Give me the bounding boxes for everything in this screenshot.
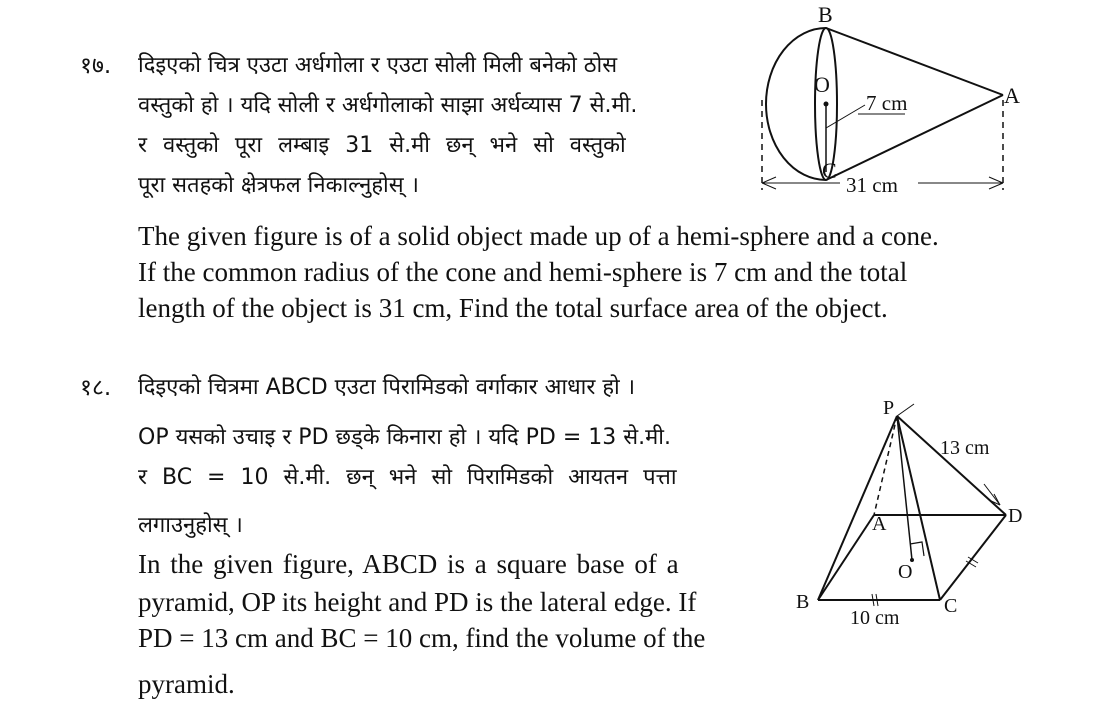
edge-pb <box>818 416 897 600</box>
label-b: B <box>796 591 810 613</box>
q18-en-line: pyramid. <box>138 669 235 699</box>
label-a: A <box>872 513 887 535</box>
q17-en-line: The given figure is of a solid object made up of a hemi-sphere and a cone. <box>138 221 939 251</box>
q18-en-line: PD = 13 cm and BC = 10 cm, find the volume of the <box>138 623 706 653</box>
q17-np-line: वस्तुको हो । यदि सोली र अर्धगोलाको साझा अर्धव्यास 7 से.मी. <box>138 93 638 118</box>
p-pointer <box>897 404 914 416</box>
length-label: 31 cm <box>846 173 898 197</box>
q18-en-line: In the given figure, ABCD is a square base of a <box>138 549 679 579</box>
label-d: D <box>1008 505 1023 527</box>
center-point <box>824 102 829 107</box>
edge-label: 13 cm <box>940 437 990 459</box>
q18-np-line: दिइएको चित्रमा ABCD एउटा पिरामिडको वर्गाकार आधार हो । <box>138 375 636 400</box>
label-b: B <box>818 2 833 27</box>
q18-np-line: लगाउनुहोस् । <box>138 513 243 538</box>
q18-np-line: र BC = 10 से.मी. छन् भने सो पिरामिडको आयतन पत्ता <box>138 465 677 490</box>
q17-np-line: पूरा सतहको क्षेत्रफल निकाल्नुहोस् । <box>138 173 419 198</box>
height-op <box>897 416 912 560</box>
label-o: O <box>898 561 913 583</box>
q17-np-line: दिइएको चित्र एउटा अर्धगोला र एउटा सोली मिली बनेको ठोस <box>138 53 618 78</box>
base-edge-ba <box>818 515 874 600</box>
base-label: 10 cm <box>850 607 900 629</box>
q18-np-line: OP यसको उचाइ र PD छड्के किनारा हो । यदि PD = 13 से.मी. <box>138 425 671 450</box>
radius-label: 7 cm <box>866 91 908 115</box>
label-a: A <box>1004 83 1020 108</box>
q18-number: १८. <box>80 375 112 401</box>
q17-en-line: length of the object is 31 cm, Find the total surface area of the object. <box>138 293 888 323</box>
cone-slant-bottom <box>826 95 1003 180</box>
edge-pa-hidden <box>874 416 897 515</box>
q17-figure <box>740 0 1040 206</box>
q18-figure <box>790 390 1040 640</box>
q18-en-line: pyramid, OP its height and PD is the lateral edge. If <box>138 587 697 617</box>
label-c: C <box>944 595 958 617</box>
cone-slant-top <box>826 28 1003 95</box>
label-o: O <box>814 72 830 97</box>
label-p: P <box>883 397 895 419</box>
hemisphere-arc <box>766 28 826 180</box>
base-edge-cd <box>940 515 1006 600</box>
radius-pointer <box>826 105 865 128</box>
q17-number: १७. <box>80 53 112 79</box>
q17-en-line: If the common radius of the cone and hemi-sphere is 7 cm and the total <box>138 257 908 287</box>
label-c: C <box>822 158 837 183</box>
q17-np-line: र वस्तुको पूरा लम्बाइ 31 से.मी छन् भने सो वस्तुको <box>138 133 626 158</box>
